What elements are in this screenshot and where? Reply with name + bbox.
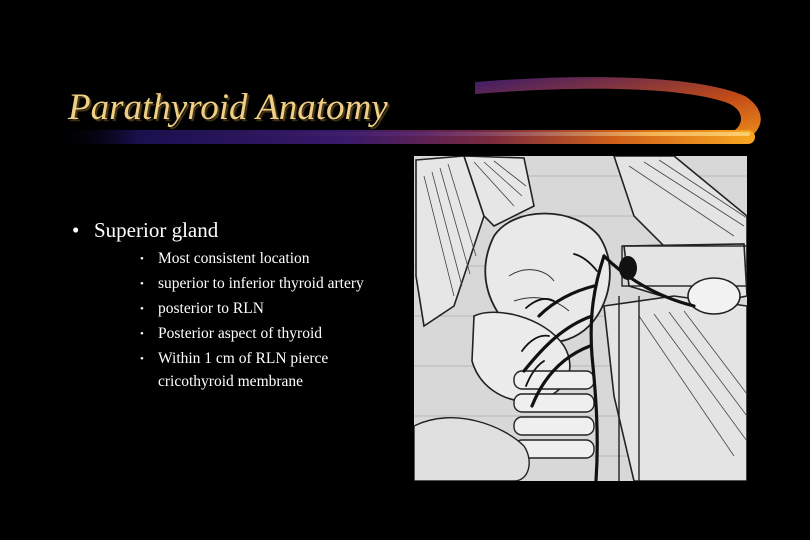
main-bullet-text: Superior gland bbox=[94, 218, 219, 242]
sub-bullet-list bbox=[140, 248, 380, 396]
bullet-dot: • bbox=[140, 303, 144, 315]
bullet-dot: • bbox=[72, 218, 80, 242]
bullet-dot: • bbox=[140, 353, 144, 365]
main-bullet bbox=[72, 218, 218, 243]
list-item: • Posterior aspect of thyroid bbox=[140, 323, 380, 346]
slide-title: Parathyroid Anatomy bbox=[68, 87, 388, 128]
list-item: • Most consistent location bbox=[140, 248, 380, 271]
bullet-dot: • bbox=[140, 328, 144, 340]
list-item: • Within 1 cm of RLN pierce cricothyroid membrane bbox=[140, 350, 329, 390]
list-item: • posterior to RLN bbox=[140, 298, 380, 321]
list-item: • superior to inferior thyroid artery bbox=[140, 273, 380, 296]
anatomy-drawing-icon bbox=[414, 156, 747, 481]
anatomy-illustration bbox=[414, 156, 747, 481]
bullet-dot: • bbox=[140, 278, 144, 290]
bullet-dot: • bbox=[140, 253, 144, 265]
